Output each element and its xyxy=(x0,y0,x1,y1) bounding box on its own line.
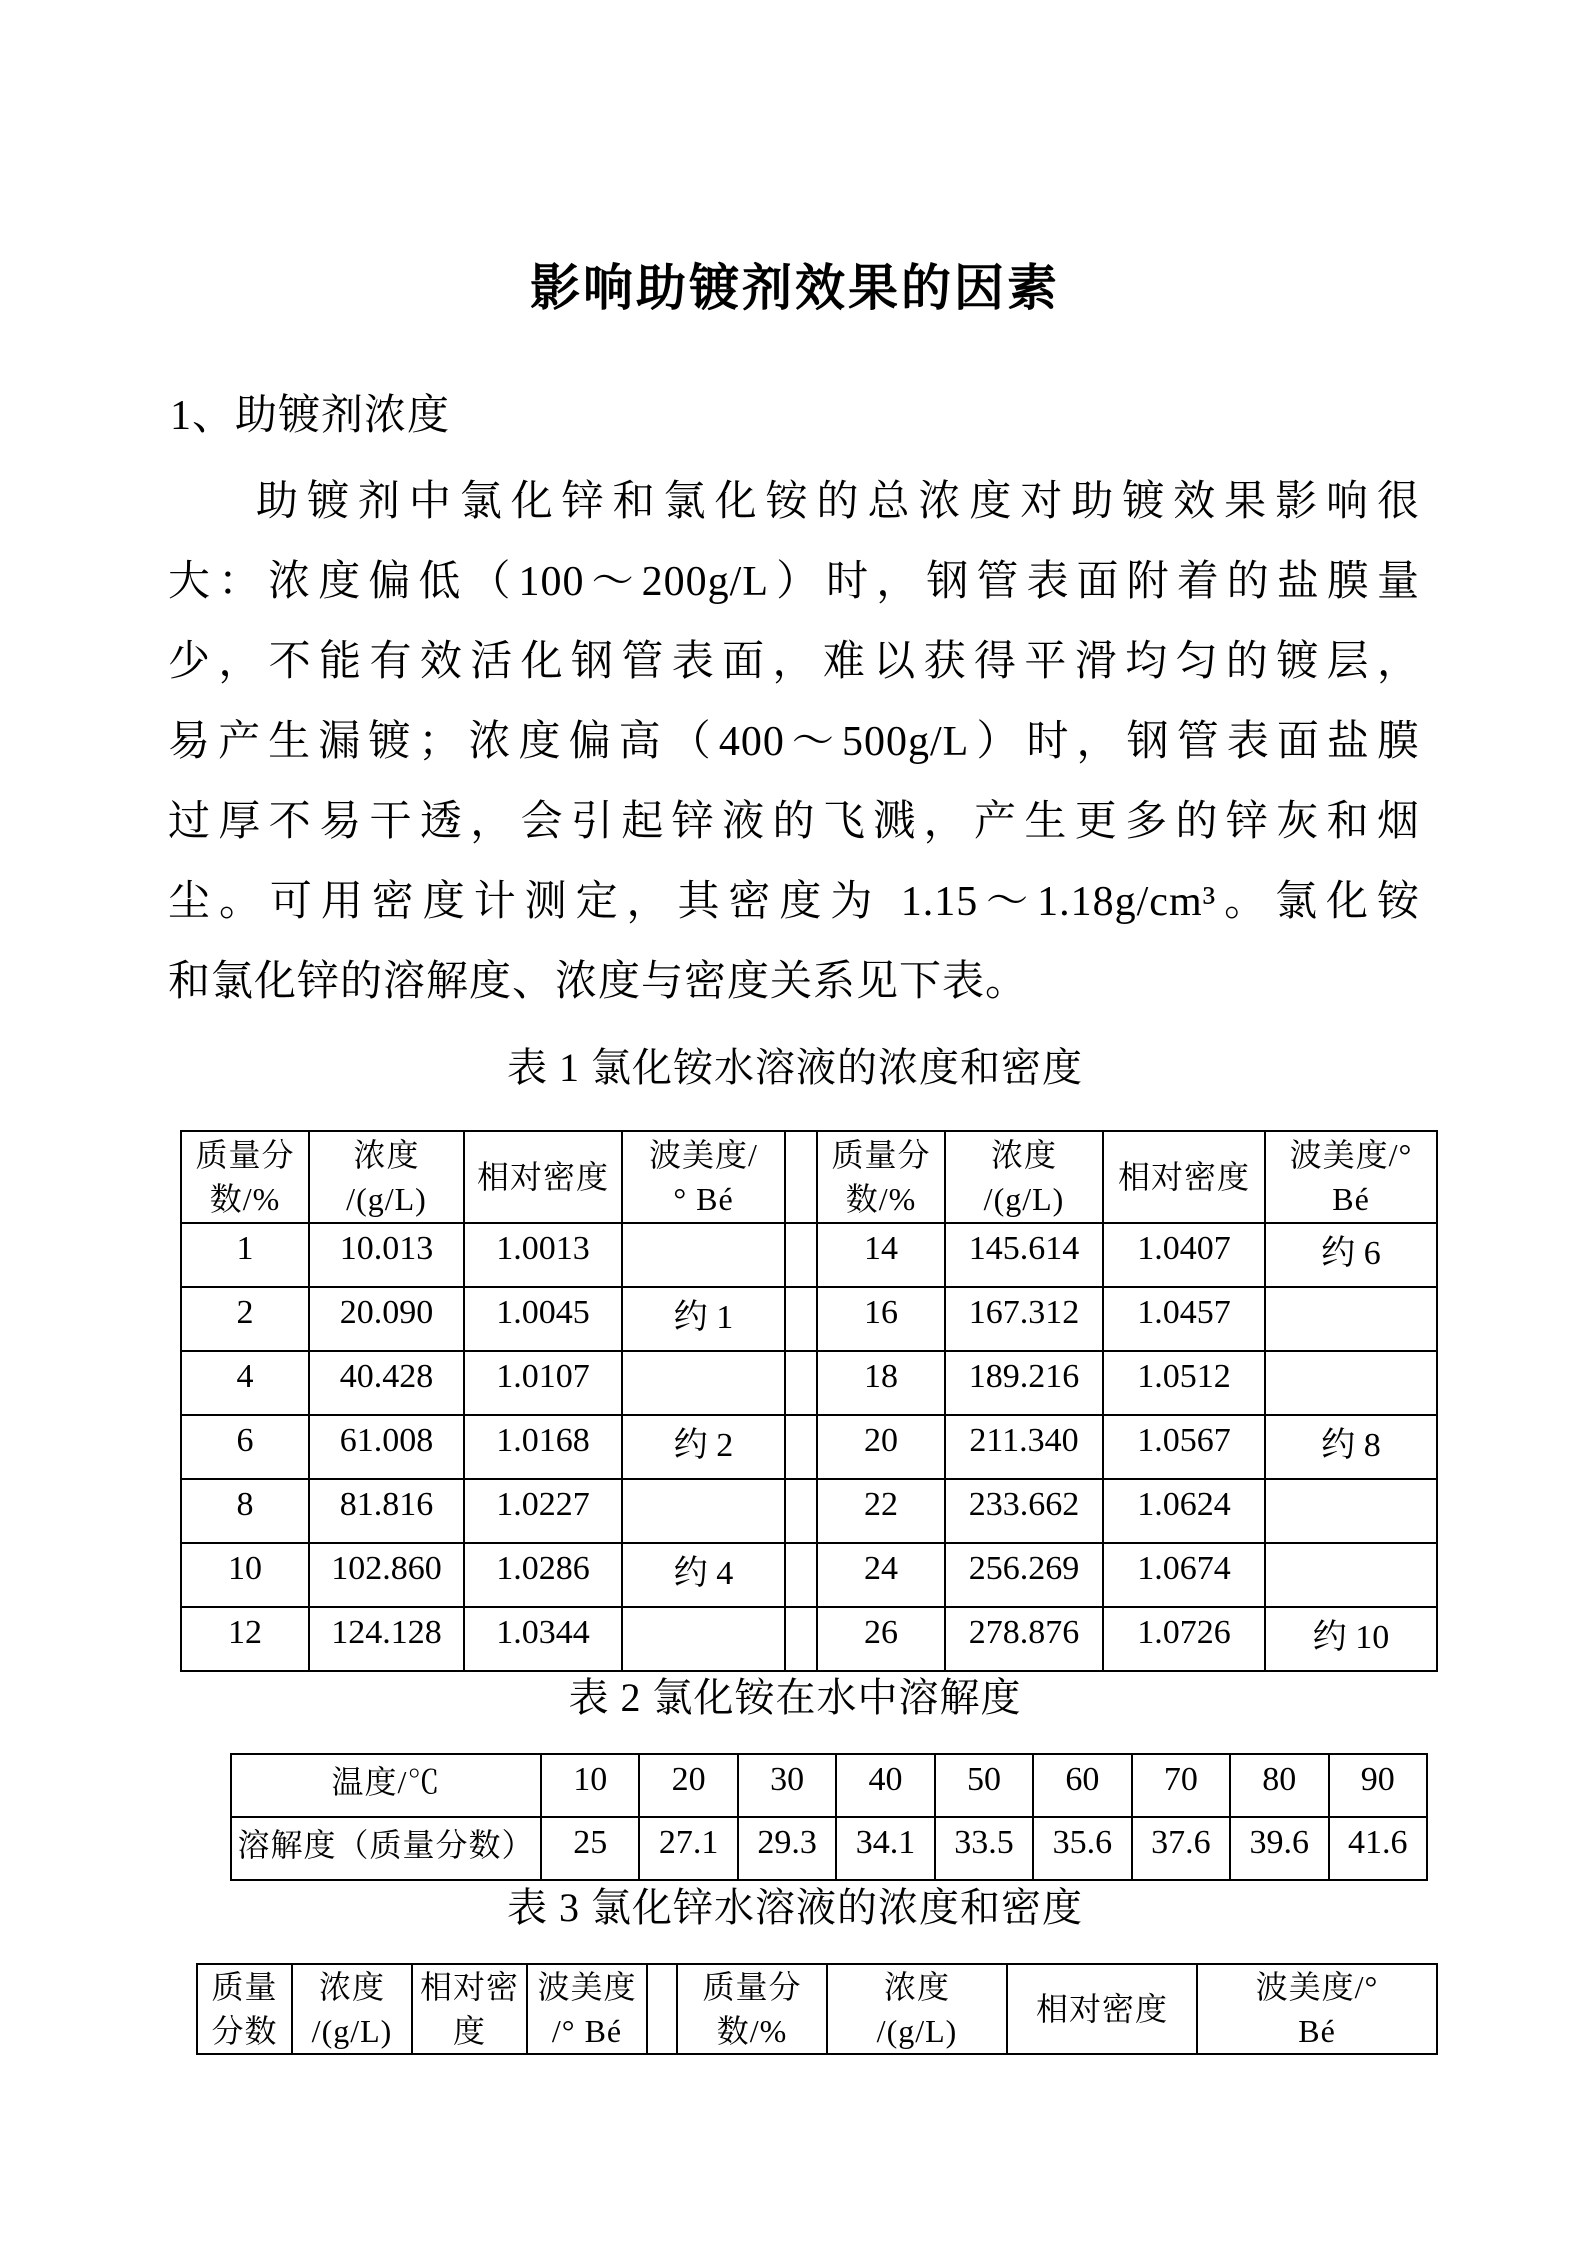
table-cell: 278.876 xyxy=(945,1607,1103,1671)
table-row xyxy=(181,1415,1437,1479)
table-cell: 1.0512 xyxy=(1103,1351,1265,1415)
header-line: /° Bé xyxy=(551,2013,623,2049)
table-cell: 211.340 xyxy=(945,1415,1103,1479)
table-cell: 10 xyxy=(541,1754,639,1817)
table-cell: 61.008 xyxy=(309,1415,464,1479)
header-line: Bé xyxy=(1332,1181,1370,1217)
table-cell xyxy=(785,1351,817,1415)
header-cell-baume xyxy=(622,1131,785,1223)
table-cell: 18 xyxy=(817,1351,945,1415)
table-cell: 约 4 xyxy=(622,1543,785,1607)
table-cell: 40 xyxy=(836,1754,934,1817)
paragraph-line: 尘。可用密度计测定，其密度为 1.15～1.18g/cm³。氯化铵 xyxy=(168,879,1420,925)
table-cell: 10.013 xyxy=(309,1223,464,1287)
table3-header xyxy=(197,1964,1437,2054)
header-line: 波美度/ xyxy=(649,1137,758,1173)
body-paragraph xyxy=(168,462,1420,1022)
table-row xyxy=(181,1607,1437,1671)
header-line: 波美度 xyxy=(537,1969,637,2005)
table-cell: 22 xyxy=(817,1479,945,1543)
table-cell: 167.312 xyxy=(945,1287,1103,1351)
header-cell-concentration xyxy=(309,1131,464,1223)
table-cell: 1.0674 xyxy=(1103,1543,1265,1607)
header-cell-mass-fraction xyxy=(677,1964,827,2054)
table-cell xyxy=(785,1415,817,1479)
table-cell: 1.0624 xyxy=(1103,1479,1265,1543)
table-cell: 256.269 xyxy=(945,1543,1103,1607)
header-line: 浓度 xyxy=(353,1137,420,1173)
table-cell: 约 10 xyxy=(1265,1607,1437,1671)
table1-header xyxy=(181,1131,1437,1223)
table-cell: 14 xyxy=(817,1223,945,1287)
table-cell: 26 xyxy=(817,1607,945,1671)
table-cell: 40.428 xyxy=(309,1351,464,1415)
header-line: 波美度/° xyxy=(1289,1137,1413,1173)
header-line: 浓度 xyxy=(318,1969,385,2005)
table-cell: 8 xyxy=(181,1479,309,1543)
header-line: 质量 xyxy=(211,1969,278,2005)
header-line: /(g/L) xyxy=(876,2013,958,2049)
table-cell: 1 xyxy=(181,1223,309,1287)
table-cell: 20.090 xyxy=(309,1287,464,1351)
table-cell: 24 xyxy=(817,1543,945,1607)
table-cell: 1.0457 xyxy=(1103,1287,1265,1351)
table-cell: 90 xyxy=(1329,1754,1428,1817)
header-line: 质量分 xyxy=(831,1137,931,1173)
table3 xyxy=(196,1963,1438,2055)
header-line: 分数 xyxy=(211,2013,278,2049)
table-cell: 1.0567 xyxy=(1103,1415,1265,1479)
table-cell xyxy=(785,1287,817,1351)
table-row xyxy=(181,1287,1437,1351)
table-cell xyxy=(1265,1287,1437,1351)
table-cell: 16 xyxy=(817,1287,945,1351)
header-line: /(g/L) xyxy=(983,1181,1065,1217)
table-header-row xyxy=(181,1131,1437,1223)
table-cell xyxy=(622,1479,785,1543)
header-cell-concentration xyxy=(945,1131,1103,1223)
table-cell xyxy=(785,1543,817,1607)
header-cell-spacer xyxy=(647,1964,677,2054)
table-cell: 1.0045 xyxy=(464,1287,622,1351)
table-cell: 30 xyxy=(738,1754,836,1817)
table-cell: 39.6 xyxy=(1230,1817,1328,1880)
table-cell: 12 xyxy=(181,1607,309,1671)
table-cell: 1.0286 xyxy=(464,1543,622,1607)
table-cell: 1.0227 xyxy=(464,1479,622,1543)
table2 xyxy=(230,1753,1428,1881)
paragraph-line: 和氯化锌的溶解度、浓度与密度关系见下表。 xyxy=(168,959,1029,1005)
section-heading: 1、助镀剂浓度 xyxy=(170,393,451,439)
header-line: 相对密 xyxy=(419,1969,519,2005)
table-cell: 约 8 xyxy=(1265,1415,1437,1479)
table-cell: 233.662 xyxy=(945,1479,1103,1543)
table-cell: 1.0407 xyxy=(1103,1223,1265,1287)
table-cell xyxy=(1265,1351,1437,1415)
table-cell: 20 xyxy=(817,1415,945,1479)
header-line: 相对密度 xyxy=(1117,1159,1250,1195)
header-line: 数/% xyxy=(209,1181,281,1217)
table-row xyxy=(181,1543,1437,1607)
table-cell xyxy=(1265,1479,1437,1543)
table-cell: 1.0344 xyxy=(464,1607,622,1671)
table-row xyxy=(231,1754,1427,1817)
table-cell: 124.128 xyxy=(309,1607,464,1671)
table-row xyxy=(181,1351,1437,1415)
header-cell-relative-density xyxy=(412,1964,527,2054)
header-cell-mass-fraction xyxy=(197,1964,292,2054)
header-line: 相对密度 xyxy=(476,1159,609,1195)
table-cell: 10 xyxy=(181,1543,309,1607)
table-cell: 约 1 xyxy=(622,1287,785,1351)
header-line: 度 xyxy=(452,2013,486,2049)
paragraph-line: 少，不能有效活化钢管表面，难以获得平滑均匀的镀层， xyxy=(168,639,1420,685)
table-cell: 37.6 xyxy=(1132,1817,1230,1880)
table-cell: 50 xyxy=(935,1754,1033,1817)
header-line: 浓度 xyxy=(883,1969,950,2005)
header-line: 浓度 xyxy=(990,1137,1057,1173)
table-cell: 102.860 xyxy=(309,1543,464,1607)
paragraph-line: 大：浓度偏低（100～200g/L）时，钢管表面附着的盐膜量 xyxy=(168,559,1420,605)
header-line: /(g/L) xyxy=(311,2013,393,2049)
document-title: 影响助镀剂效果的因素 xyxy=(530,259,1060,316)
header-cell-baume xyxy=(527,1964,647,2054)
header-cell-relative-density xyxy=(464,1131,622,1223)
paragraph-line: 过厚不易干透，会引起锌液的飞溅，产生更多的锌灰和烟 xyxy=(168,799,1420,845)
table-cell: 25 xyxy=(541,1817,639,1880)
table2-caption: 表 2 氯化铵在水中溶解度 xyxy=(568,1675,1022,1720)
table-cell xyxy=(622,1223,785,1287)
table-cell: 33.5 xyxy=(935,1817,1033,1880)
header-line: 数/% xyxy=(845,1181,917,1217)
table2-body xyxy=(231,1754,1427,1880)
table-cell: 约 2 xyxy=(622,1415,785,1479)
table-cell: 1.0107 xyxy=(464,1351,622,1415)
header-line: 质量分 xyxy=(702,1969,802,2005)
header-cell-spacer xyxy=(785,1131,817,1223)
table-cell: 2 xyxy=(181,1287,309,1351)
table-cell: 81.816 xyxy=(309,1479,464,1543)
header-line: 相对密度 xyxy=(1035,1991,1168,2027)
table-row xyxy=(181,1223,1437,1287)
table-row xyxy=(181,1479,1437,1543)
table-cell: 6 xyxy=(181,1415,309,1479)
table-cell xyxy=(622,1607,785,1671)
table-cell: 80 xyxy=(1230,1754,1328,1817)
table3-caption: 表 3 氯化锌水溶液的浓度和密度 xyxy=(507,1885,1083,1930)
table-cell xyxy=(785,1223,817,1287)
header-line: 波美度/° xyxy=(1255,1969,1379,2005)
table-cell xyxy=(1265,1543,1437,1607)
table1 xyxy=(180,1130,1438,1672)
header-cell-concentration xyxy=(827,1964,1007,2054)
header-cell-mass-fraction xyxy=(817,1131,945,1223)
table-cell: 约 6 xyxy=(1265,1223,1437,1287)
header-cell-mass-fraction xyxy=(181,1131,309,1223)
table1-body xyxy=(181,1223,1437,1671)
table-cell xyxy=(785,1607,817,1671)
paragraph-line: 易产生漏镀；浓度偏高（400～500g/L）时，钢管表面盐膜 xyxy=(168,719,1420,765)
table-cell: 60 xyxy=(1033,1754,1131,1817)
table-cell: 27.1 xyxy=(639,1817,737,1880)
table-cell: 1.0726 xyxy=(1103,1607,1265,1671)
header-cell-concentration xyxy=(292,1964,412,2054)
header-line: /(g/L) xyxy=(346,1181,427,1217)
header-cell-baume xyxy=(1265,1131,1437,1223)
table-cell: 41.6 xyxy=(1329,1817,1428,1880)
table-cell: 1.0013 xyxy=(464,1223,622,1287)
table-cell: 溶解度（质量分数） xyxy=(231,1817,541,1880)
table-cell: 温度/℃ xyxy=(231,1754,541,1817)
header-cell-baume xyxy=(1197,1964,1437,2054)
table-cell xyxy=(785,1479,817,1543)
header-line: 数/% xyxy=(716,2013,788,2049)
header-line: Bé xyxy=(1298,2013,1336,2049)
table-cell: 145.614 xyxy=(945,1223,1103,1287)
header-cell-relative-density xyxy=(1103,1131,1265,1223)
table-header-row xyxy=(197,1964,1437,2054)
table-cell: 189.216 xyxy=(945,1351,1103,1415)
header-line: 质量分 xyxy=(195,1137,295,1173)
table-cell xyxy=(622,1351,785,1415)
paragraph-line: 助镀剂中氯化锌和氯化铵的总浓度对助镀效果影响很 xyxy=(256,479,1420,525)
table-cell: 34.1 xyxy=(836,1817,934,1880)
table1-caption: 表 1 氯化铵水溶液的浓度和密度 xyxy=(507,1045,1083,1090)
table-cell: 4 xyxy=(181,1351,309,1415)
header-line: ° Bé xyxy=(673,1181,734,1217)
table-cell: 1.0168 xyxy=(464,1415,622,1479)
table-cell: 20 xyxy=(639,1754,737,1817)
header-cell-relative-density xyxy=(1007,1964,1197,2054)
table-cell: 29.3 xyxy=(738,1817,836,1880)
table-cell: 70 xyxy=(1132,1754,1230,1817)
table-cell: 35.6 xyxy=(1033,1817,1131,1880)
table-row xyxy=(231,1817,1427,1880)
